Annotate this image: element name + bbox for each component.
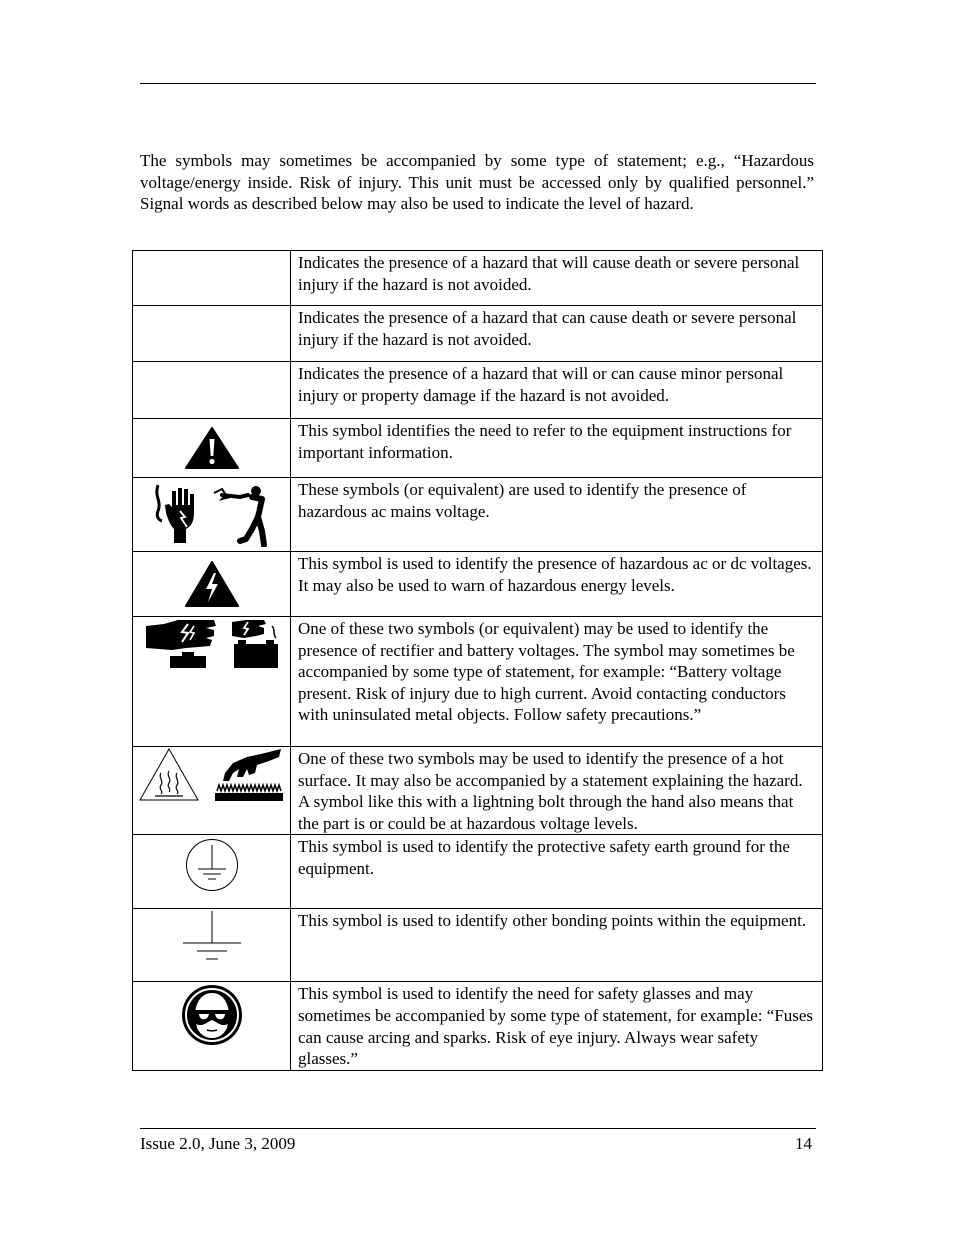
row-description: These symbols (or equivalent) are used to identify the presence of hazardous ac mains voltage. <box>291 478 823 552</box>
bonding-ground-icon <box>181 909 243 961</box>
symbol-cell-empty <box>133 362 291 419</box>
table-row <box>133 306 823 362</box>
issue-date: Issue 2.0, June 3, 2009 <box>140 1134 296 1153</box>
row-description: This symbol is used to identify the presence of hazardous ac or dc voltages. It may also be used to warn of hazardous energy levels. <box>291 552 823 617</box>
row-description: This symbol identifies the need to refer to the equipment instructions for important information. <box>291 419 823 478</box>
table-row <box>133 478 823 552</box>
row-description: This symbol is used to identify the protective safety earth ground for the equipment. <box>291 835 823 909</box>
exclamation-warning-triangle-icon <box>184 426 240 470</box>
shock-hand-and-person-icon <box>152 483 272 547</box>
row-description: Indicates the presence of a hazard that will or can cause minor personal injury or property damage if the hazard is not avoided. <box>291 362 823 419</box>
symbol-cell <box>133 747 291 835</box>
symbol-cell <box>133 617 291 747</box>
row-description: One of these two symbols may be used to identify the presence of a hot surface. It may also be accompanied by a statement explaining the hazard. A symbol like this with a lightning bolt through the hand also means that the part is or could be at hazardous voltage levels. <box>291 747 823 835</box>
symbol-cell-empty <box>133 306 291 362</box>
hazard-symbols-table <box>132 250 823 1071</box>
table-row <box>133 362 823 419</box>
row-description: Indicates the presence of a hazard that can cause death or severe personal injury if the hazard is not avoided. <box>291 306 823 362</box>
protective-earth-ground-icon <box>184 837 240 893</box>
lightning-warning-triangle-icon <box>184 560 240 608</box>
symbol-cell <box>133 419 291 478</box>
symbol-cell <box>133 909 291 982</box>
table-row <box>133 747 823 835</box>
intro-paragraph: The symbols may sometimes be accompanied by some type of statement; e.g., “Hazardous voltage/energy inside. Risk of injury. This unit must be accessed only by qualified personnel.” Signal words as described below may also be used to indicate the level of hazard. <box>140 151 814 214</box>
row-description: Indicates the presence of a hazard that will cause death or severe personal injury if the hazard is not avoided. <box>291 251 823 306</box>
table-row <box>133 835 823 909</box>
symbol-cell <box>133 478 291 552</box>
row-description: This symbol is used to identify other bonding points within the equipment. <box>291 909 823 982</box>
row-description: One of these two symbols (or equivalent) may be used to identify the presence of rectifier and battery voltages. The symbol may sometimes be accompanied by some type of statement, for example: “Battery voltage present. Risk of injury due to high current. Avoid contacting conductors with uninsulated metal objects. Follow safety precautions.” <box>291 617 823 747</box>
table-row <box>133 982 823 1070</box>
page-number: 14 <box>795 1134 812 1153</box>
table-row <box>133 552 823 617</box>
table-row <box>133 419 823 478</box>
table-row <box>133 251 823 306</box>
safety-glasses-icon <box>181 984 243 1046</box>
table-row <box>133 909 823 982</box>
symbol-cell <box>133 835 291 909</box>
battery-shock-hand-icon <box>144 618 280 668</box>
table-row <box>133 617 823 747</box>
header-rule <box>140 83 816 84</box>
symbol-cell <box>133 982 291 1070</box>
hot-surface-icon <box>139 747 285 805</box>
footer-rule <box>140 1128 816 1129</box>
symbol-cell-empty <box>133 251 291 306</box>
row-description: This symbol is used to identify the need for safety glasses and may sometimes be accompanied by some type of statement, for example: “Fuses can cause arcing and sparks. Risk of eye injury. Always wear safety glasses.” <box>291 982 823 1070</box>
symbol-cell <box>133 552 291 617</box>
